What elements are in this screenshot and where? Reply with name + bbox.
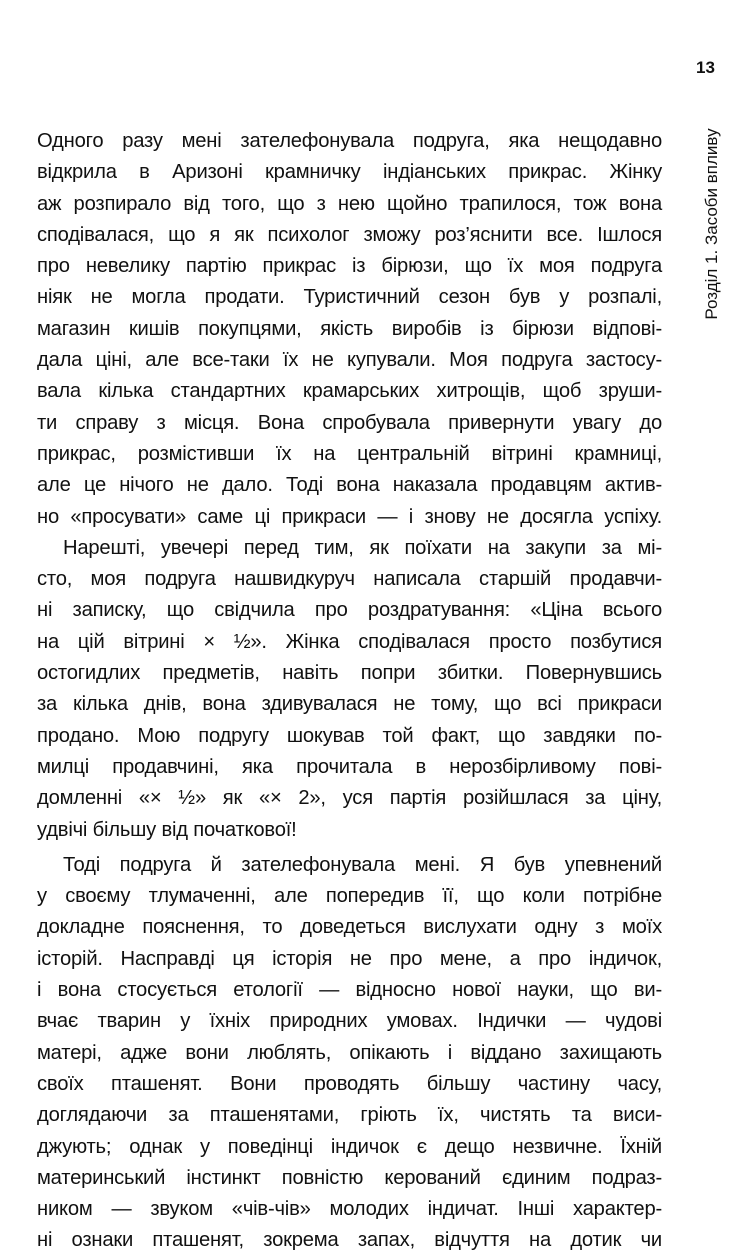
- text-line: вчає тварин у їхніх природних умовах. Індички — чудові: [37, 1010, 662, 1033]
- text-line: на цій вітрині × ½». Жінка сподівалася просто позбутися: [37, 630, 662, 653]
- text-line: остогидлих предметів, навіть попри збитки. Повернувшись: [37, 662, 662, 685]
- text-line: але це нічого не дало. Тоді вона наказала продавцям актив‑: [37, 474, 662, 497]
- text-line: удвічі більшу від початкової!: [37, 818, 297, 841]
- text-line: історій. Насправді ця історія не про мене, а про індичок,: [37, 947, 662, 970]
- text-line: материнський інстинкт повністю керований єдиним подраз-: [37, 1166, 662, 1189]
- text-line: домленні «× ½» як «× 2», уся партія розійшлася за ціну,: [37, 787, 662, 810]
- text-line: Тоді подруга й зателефонувала мені. Я був упевнений: [63, 853, 662, 876]
- text-line: доглядаючи за пташенятами, гріють їх, чистять та виси-: [37, 1104, 662, 1127]
- text-line: ти справу з місця. Вона спробувала привернути увагу до: [37, 411, 662, 434]
- text-line: матері, адже вони люблять, опікають і віддано захищають: [37, 1041, 662, 1064]
- body-text: [37, 126, 662, 1257]
- text-line: про невелику партію прикрас із бірюзи, що їх моя подруга: [37, 255, 662, 278]
- text-line: сподівалася, що я як психолог зможу роз’яснити все. Ішлося: [37, 223, 662, 246]
- text-line: Нарешті, увечері перед тим, як поїхати на закупи за мі-: [63, 536, 662, 559]
- text-line: магазин кишів покупцями, якість виробів із бірюзи відпові-: [37, 317, 662, 340]
- text-line: аж розпирало від того, що з нею щойно трапилося, тож вона: [37, 192, 662, 215]
- text-line: ні ознаки пташенят, зокрема запах, відчуття на дотик чи: [37, 1229, 662, 1252]
- text-line: і вона стосується етології — відносно нової науки, що ви-: [37, 979, 662, 1002]
- page-number: 13: [696, 58, 715, 77]
- text-line: но «просувати» саме ці прикраси — і знову не досягла успіху.: [37, 505, 662, 528]
- text-line: відкрила в Аризоні крамничку індіанських прикрас. Жінку: [37, 161, 662, 184]
- running-head: Розділ 1. Засоби впливу: [702, 128, 721, 320]
- text-line: продано. Мою подругу шокував той факт, що завдяки по-: [37, 724, 662, 747]
- text-line: дала ціні, але все-таки їх не купували. Моя подруга застосу-: [37, 349, 662, 372]
- text-line: своїх пташенят. Вони проводять більшу частину часу,: [37, 1072, 662, 1095]
- text-line: ні записку, що свідчила про роздратування: «Ціна всього: [37, 599, 662, 622]
- text-line: сто, моя подруга нашвидкуруч написала старшій продавчи-: [37, 568, 662, 591]
- text-line: джують; однак у поведінці індичок є дещо незвичне. Їхній: [37, 1135, 662, 1158]
- text-line: у своєму тлумаченні, але попередив її, що коли потрібне: [37, 885, 662, 908]
- text-line: ніяк не могла продати. Туристичний сезон був у розпалі,: [37, 286, 662, 309]
- text-line: ником — звуком «чів-чів» молодих індичат. Інші характер-: [37, 1198, 662, 1221]
- text-line: за кілька днів, вона здивувалася не тому, що всі прикраси: [37, 693, 662, 716]
- text-line: милці продавчині, яка прочитала в нерозбірливому пові-: [37, 755, 662, 778]
- text-line: прикрас, розмістивши їх на центральній вітрині крамниці,: [37, 442, 662, 465]
- text-line: Одного разу мені зателефонувала подруга, яка нещодавно: [37, 130, 662, 152]
- text-line: докладне пояснення, то доведеться вислухати одну з моїх: [37, 916, 662, 939]
- text-line: вала кілька стандартних крамарських хитрощів, щоб зруши-: [37, 380, 662, 403]
